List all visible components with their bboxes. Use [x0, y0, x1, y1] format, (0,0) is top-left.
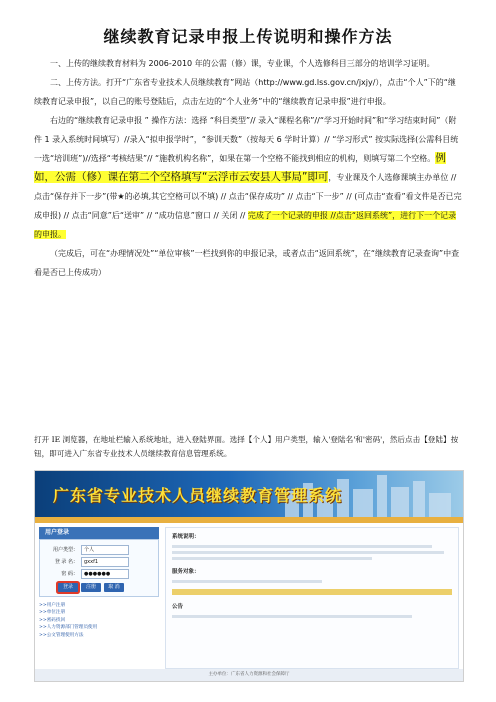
register-button[interactable]: 注册	[81, 583, 101, 592]
paragraph-1: 一、上传的继续教育材料为 2006-2010 年的公需（修）课，专业课，个人选修科目三部分的培训学习证明。	[50, 59, 435, 68]
paragraph-3-part-a: 右边的“继续教育记录申报 ” 操作方法：选择 “科目类型”// 录入“课程名称”//“学习开始时间”和“学习结束时间”（附件 1 录入系统时间填写）//录入“拟申报学时”，“参训天数”（按每天 6 学时计算）// “学习形式” 按实际选择(公需科目统一选“培训班”)//选择“考核结果”// “施教机构名称”，如果在第一个空格不能找到相应的机构，则填写第二个空格。	[34, 116, 459, 163]
notice-heading: 公告	[172, 604, 184, 610]
login-instructions	[34, 433, 462, 461]
nav-strip	[35, 517, 463, 523]
paragraph-4: （完成后，可在“办理情况处”“单位审核”一栏找到你的申报记录，或者点击“返回系统”，在“继续教育记录查询”中查看是否已上传成功）	[34, 249, 460, 277]
password-input[interactable]: ●●●●●●	[81, 569, 129, 579]
login-button[interactable]: 登录	[58, 583, 78, 592]
highlight-return: 完成了一个记录的申报 //点击“返回系统”，进行下一个记录的申报。	[34, 211, 457, 239]
link-item[interactable]: >>人力资源部门管理员使用	[39, 625, 98, 631]
service-heading: 服务对象：	[172, 569, 200, 575]
system-screenshot	[34, 470, 464, 682]
link-item[interactable]: >>公文管理使用方法	[39, 632, 84, 638]
link-item[interactable]: >>单位注册	[39, 610, 66, 616]
link-item[interactable]: >>用户注册	[39, 603, 66, 608]
notice-bar	[172, 589, 452, 595]
login-title: 用户登录	[39, 527, 159, 539]
user-type-label: 用户类型：	[52, 547, 78, 553]
password-label: 密 码：	[61, 571, 78, 577]
highlight-example: 例如，公需（修）课在第二个空格填写“云浮市云安县人事局”即可	[34, 152, 446, 183]
site-footer: 主办单位：广东省人力资源和社会保障厅	[35, 669, 463, 681]
paragraph-5: 打开 IE 浏览器，在地址栏输入系统地址，进入登陆界面。选择【个人】用户类型，输入'登陆名'和'密码'，然后点击【登陆】按钮，即可进入广东省专业技术人员继续教育信息管理系统。	[34, 435, 459, 458]
info-panel	[165, 527, 459, 669]
system-notes-heading: 系统说明：	[172, 534, 200, 540]
paragraph-3-part-b: ，专业课及个人选修课填主办单位 //点击“保存并下一步”(带★的必填,其它空格可以不填) // 点击“保存成功” // 点击“下一步” // (可点击“查看”看文件是否已完成申报) // 点击“同意”后“送审” // “成功信息”窗口 // 关闭 //	[34, 173, 462, 220]
login-name-label: 登 录 名：	[54, 559, 78, 565]
link-item[interactable]: >>密码找回	[39, 617, 66, 623]
paragraph-2: 二、上传方法。打开“广东省专业技术人员继续教育”网站（http://www.gd.lss.gov.cn/jxjy/），点击“个人”下的“继续教育记录申报”，以自己的账号登陆后，点击左边的“个人业务”中的“继续教育记录申报”进行申报。	[34, 78, 456, 106]
user-type-select[interactable]: 个人	[81, 545, 129, 555]
page-title: 继续教育记录申报上传说明和操作方法	[103, 27, 393, 46]
login-panel	[39, 527, 159, 667]
login-form	[39, 539, 159, 597]
instructions-body	[34, 54, 462, 282]
banner-title: 广东省专业技术人员继续教育管理系统	[53, 486, 343, 505]
paragraph-3	[34, 111, 462, 244]
login-name-input[interactable]: gxxf1	[81, 557, 129, 567]
quick-links	[39, 602, 159, 639]
site-banner	[35, 471, 463, 517]
cancel-button[interactable]: 取 消	[104, 583, 124, 592]
